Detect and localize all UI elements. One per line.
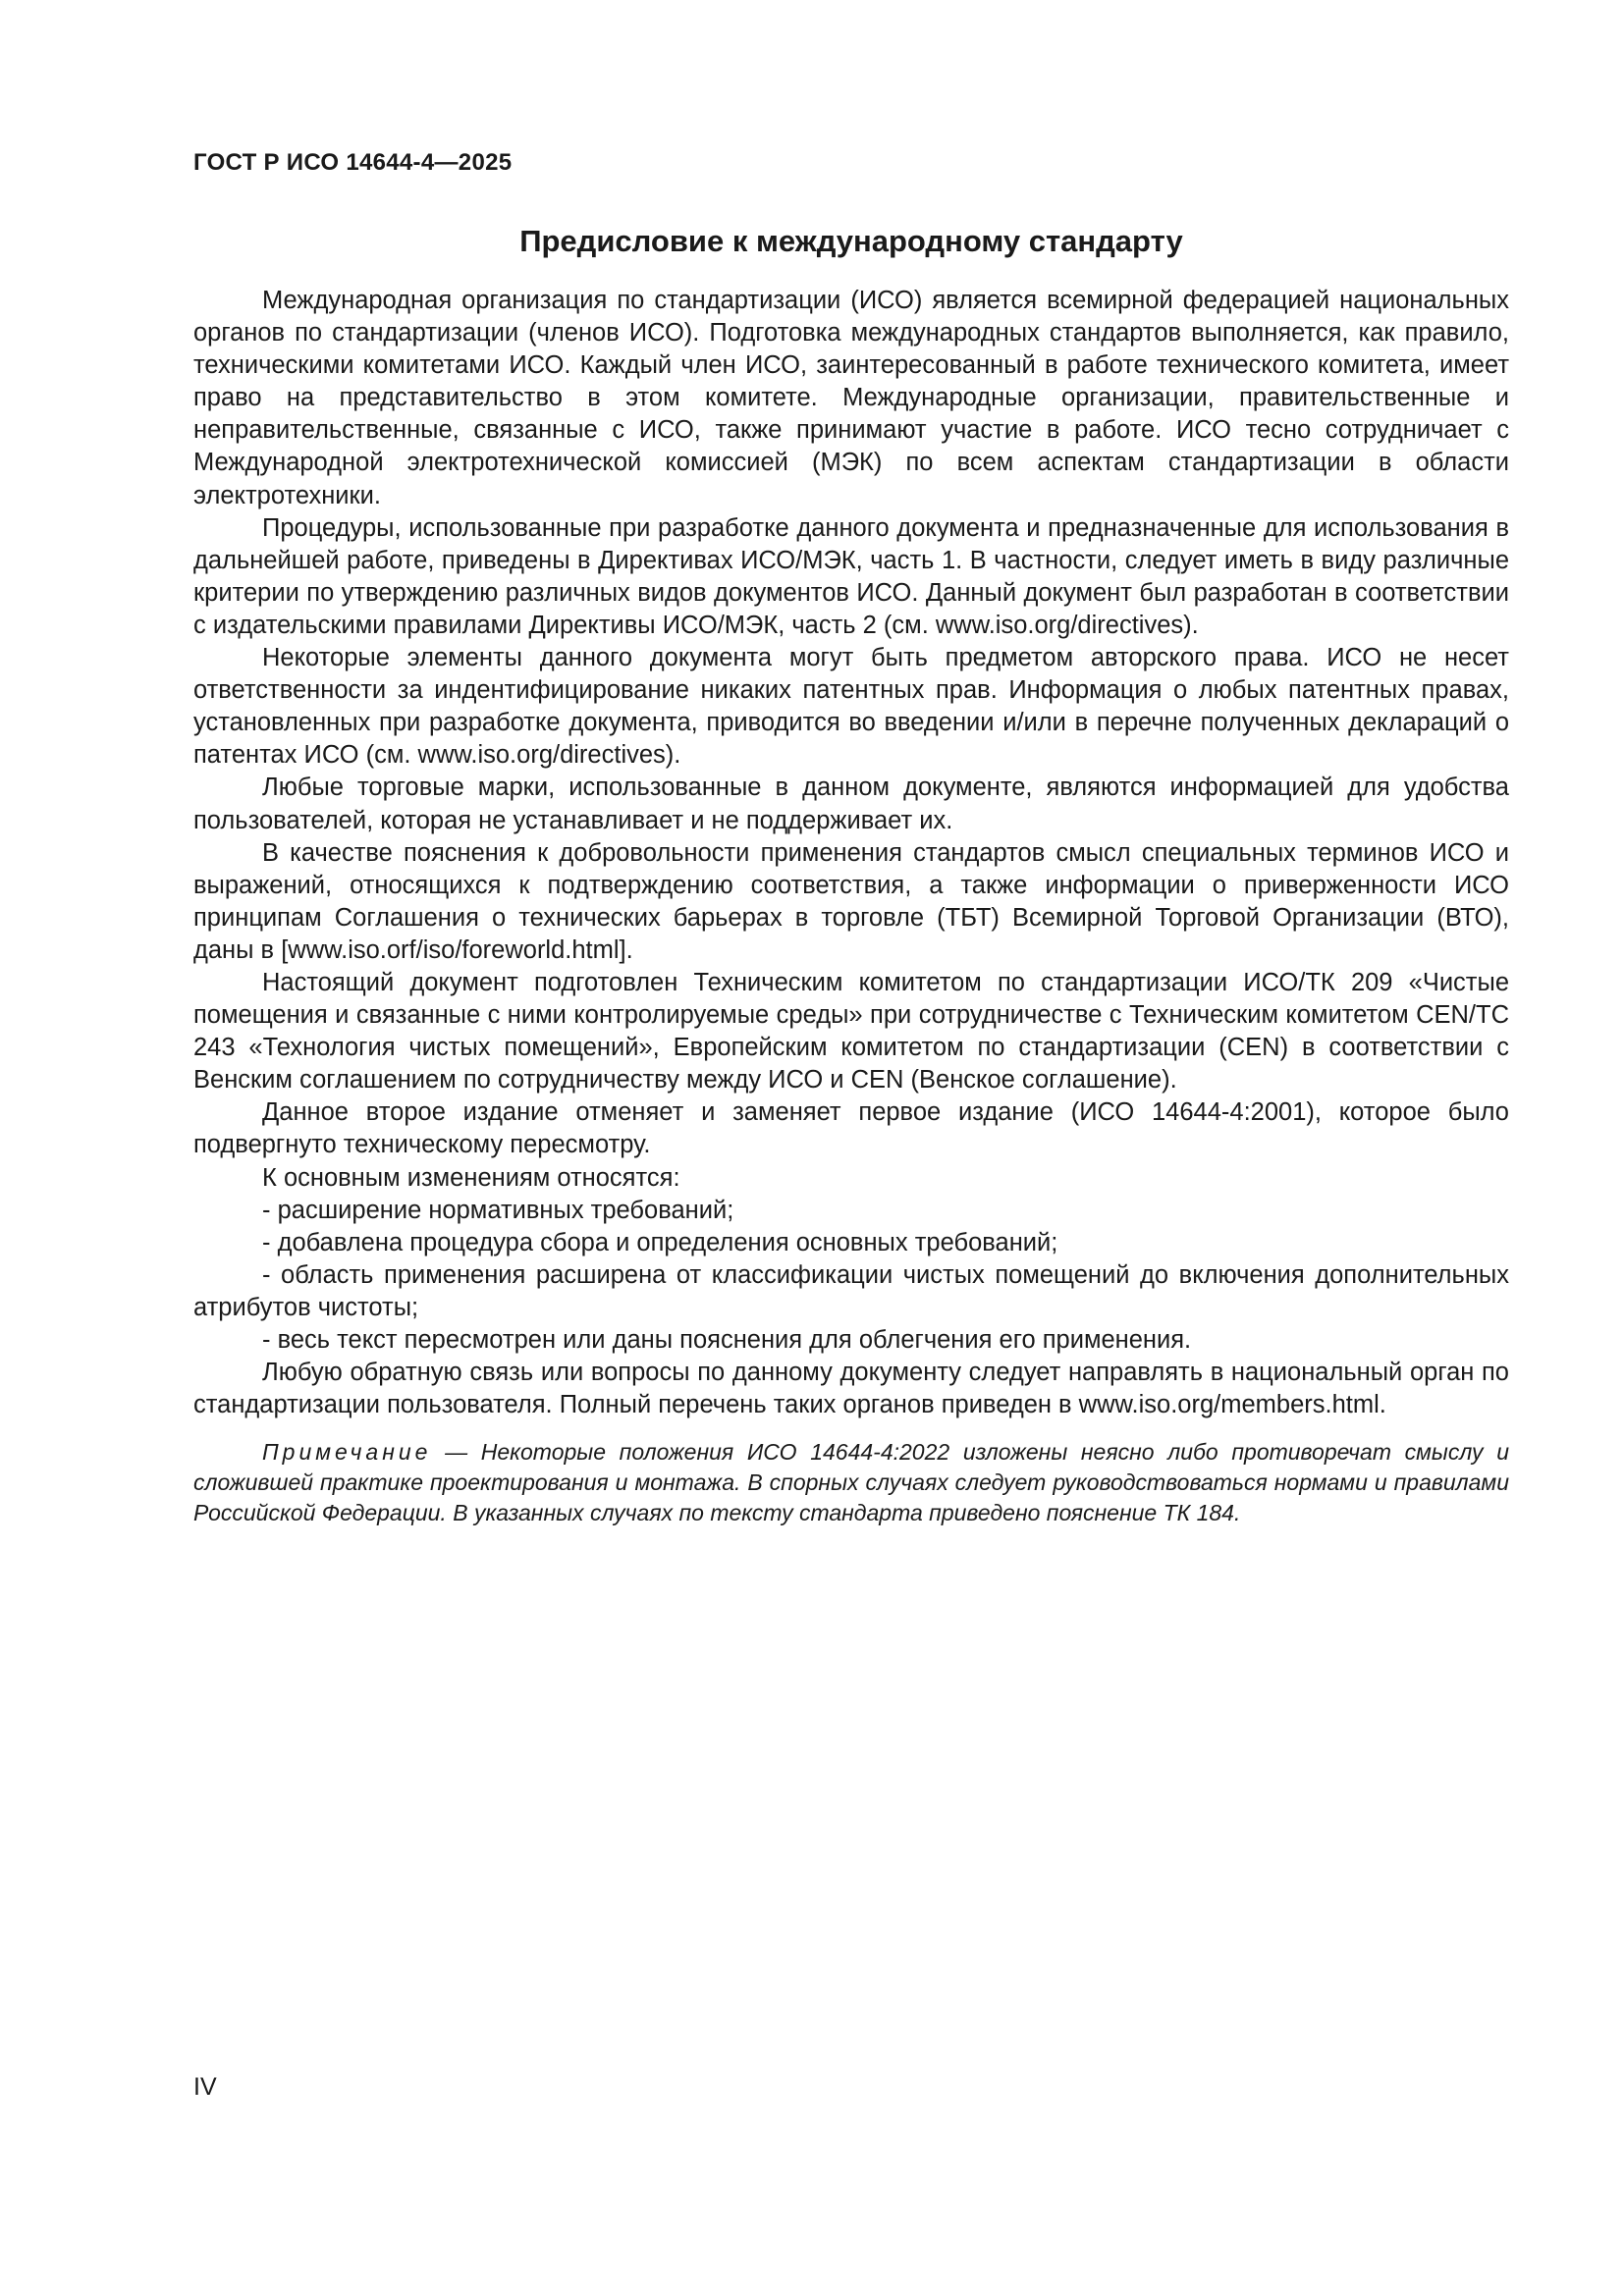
paragraph: В качестве пояснения к добровольности применения стандартов смысл специальных терминов ИСО и выражений, относящихся к подтверждению соответствия, а также информации о приверженности ИСО принципам Соглашения о технических барьерах в торговле (ТБТ) Всемирной Торговой Организации (ВТО), даны в [www.iso.orf/iso/foreworld.html]. bbox=[193, 838, 1509, 964]
paragraph: Настоящий документ подготовлен Техническим комитетом по стандартизации ИСО/ТК 209 «Чистые помещения и связанные с ними контролируемые среды» при сотрудничестве с Техническим комитетом CEN/TC 243 «Технология чистых помещений», Европейским комитетом по стандартизации (CEN) в соответствии с Венским соглашением по сотрудничеству между ИСО и CEN (Венское соглашение). bbox=[193, 968, 1509, 1095]
note bbox=[193, 1437, 1509, 1528]
list-item: - область применения расширена от классификации чистых помещений до включения дополнительных атрибутов чистоты; bbox=[193, 1260, 1509, 1321]
list-item: - расширение нормативных требований; bbox=[262, 1196, 734, 1224]
paragraph: Любые торговые марки, использованные в данном документе, являются информацией для удобства пользователей, которая не устанавливает и не поддерживает их. bbox=[193, 774, 1509, 834]
page-title: Предисловие к международному стандарту bbox=[519, 224, 1183, 258]
list-item: - весь текст пересмотрен или даны пояснения для облегчения его применения. bbox=[262, 1326, 1192, 1354]
paragraph: Международная организация по стандартизации (ИСО) является всемирной федерацией национальных органов по стандартизации (членов ИСО). Подготовка международных стандартов выполняется, как правило, техническими комитетами ИСО. Каждый член ИСО, заинтересованный в работе технического комитета, имеет право на представительство в этом комитете. Международные организации, правительственные и неправительственные, связанные с ИСО, также принимают участие в работе. ИСО тесно сотрудничает с Международной электротехнической комиссией (МЭК) по всем аспектам стандартизации в области электротехники. bbox=[193, 287, 1509, 509]
note-label: Примечание bbox=[262, 1439, 432, 1466]
paragraph: Процедуры, использованные при разработке данного документа и предназначенные для использования в дальнейшей работе, приведены в Директивах ИСО/МЭК, часть 1. В частности, следует иметь в виду различные критерии по утверждению различных видов документов ИСО. Данный документ был разработан в соответствии с издательскими правилами Директивы ИСО/МЭК, часть 2 (см. www.iso.org/directives). bbox=[193, 513, 1509, 639]
list-item: - добавлена процедура сбора и определения основных требований; bbox=[262, 1228, 1058, 1256]
document-code: ГОСТ Р ИСО 14644-4—2025 bbox=[193, 149, 513, 176]
note-text: — Некоторые положения ИСО 14644-4:2022 изложены неясно либо противоречат смыслу и сложившей практике проектирования и монтажа. В спорных случаях следует руководствоваться нормами и правилами Российской Федерации. В указанных случаях по тексту стандарта приведено пояснение ТК 184. bbox=[193, 1439, 1509, 1526]
paragraph: Данное второе издание отменяет и заменяет первое издание (ИСО 14644-4:2001), которое было подвергнуто техническому пересмотру. bbox=[193, 1098, 1509, 1159]
paragraph: К основным изменениям относятся: bbox=[262, 1163, 680, 1192]
paragraph: Некоторые элементы данного документа могут быть предметом авторского права. ИСО не несет ответственности за индентифицирование никаких патентных прав. Информация о любых патентных правах, установленных при разработке документа, приводится во введении и/или в перечне полученных деклараций о патентах ИСО (см. www.iso.org/directives). bbox=[193, 644, 1509, 770]
body-text bbox=[193, 285, 1509, 1528]
page-number: IV bbox=[193, 2073, 217, 2101]
paragraph: Любую обратную связь или вопросы по данному документу следует направлять в национальный орган по стандартизации пользователя. Полный перечень таких органов приведен в www.iso.org/members.html. bbox=[193, 1359, 1509, 1419]
